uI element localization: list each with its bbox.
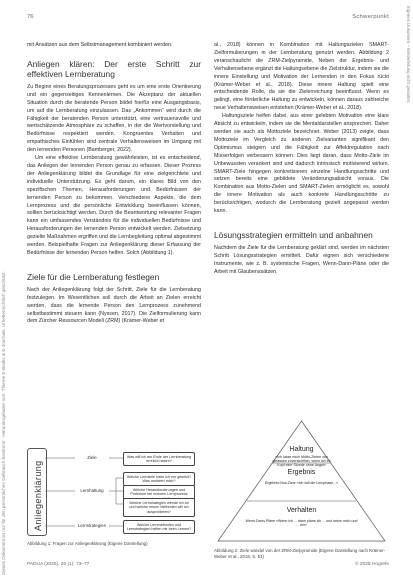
- question-box: Welche Lernmethoden und Lernstrategien helfen mir beim Lernen?: [123, 520, 195, 534]
- figure-caption: Abbildung 1: Fragen zur Anliegenklärung (Eigene Darstellung): [27, 541, 148, 546]
- figure-anliegenklaerung: [27, 448, 201, 546]
- section-heading: Lösungsstrategien ermitteln und anbahnen: [214, 229, 373, 240]
- question-box: Welche Lernstrategien wende ich an und welche neuen Methoden will ich ausprobieren?: [123, 498, 195, 517]
- section-heading: Anliegen klären: Der erste Schritt zur effektiven Lernberatung: [27, 58, 201, 79]
- question-box: Welche Lernziele habe ich mir gesetzt? Was motiviert mich?: [123, 472, 195, 486]
- category-ziele: Ziele: [87, 455, 97, 460]
- margin-text: Dieses Dokument ist nur für den persönlichen Gebrauch bestimmt · Heruntergeladen von: Thieme E-Books & E-Journals. Urheberrechtlich geschützt.: [1, 271, 6, 575]
- left-column: [27, 42, 201, 326]
- paragraph: Zu Beginn eines Beratungsprozesses geht es um eine erste Orientierung und ein gegenseitiges Kennenlernen. Die Akzeptanz der aktuellen Situation durch die beratende Person bildet hierfür eine Ausgangsbasis, um auf die Lernberatung einzulassen. Das „Ankommen“ wird durch die Fähigkeit der beratenden Person unterstützt, eine vertrauensvolle und wertschätzende Atmosphäre zu schaffen, in der die Wertvorstellung und Bedürfnisse respektiert werden. Kongruentes Verhalten und empathisches Einfühlen sind zentrale Verhaltensweisen im Umgang mit den lernenden Personen (Bamberger, 2022).: [27, 83, 201, 154]
- level-text: »Ich lasse mich Motto-Zielen von gelassen zuversichtlich, wenn ich im Kopf eine Stunde ohne Angst«: [272, 455, 331, 467]
- figure-caption: Abbildung 2: Ziele wandel von der ZRM-Zielpyramide (Eigene Darstellung nach Krämer-Weber et al., 2018, S. 53): [214, 548, 386, 559]
- paragraph: al., 2018) können in Kombination mit Haltungszielen SMART-Zielformulierungen in der Lernberatung genutzt werden. Abbildung 2 veranschaulicht die ZRM-Zielpyramide, Neben der Ergebnis- und Verhaltensebene ergänzt die Haltungsebene die Zielstruktur, indem sie die innere Einstellung und Motivation der Lernenden in den Fokus rückt (Krämer-Weber et al., 2018). Diese innere Haltung spielt eine entscheidende Rolle, da sie die Zielerreichung beeinflusst. Wenn es gelingt, eine förderliche Haltung zu entwickeln, können daraus zahlreiche neue Verhaltensweisen entstehen (Krämer-Weber et al., 2018).: [214, 42, 389, 112]
- copyright: © 2025 Hogrefe: [355, 562, 389, 567]
- right-margin-watermark: [403, 0, 413, 585]
- figure-zrm-pyramid: [214, 417, 389, 559]
- question-box: Welche Herausforderungen und Probleme bei meinem Lernprozess: [123, 485, 195, 504]
- paragraph: Nach der Anliegenklärung folgt der Schritt, Ziele für die Lernberatung festzulegen. Im Wesentlichen soll durch die Arbeit an Zielen erreicht werden, dass die lernende Person den Lernprozess zunehmend selbstbestimmt steuern kann (Nyssen, 2017). Die Zielformulierung kann dem Zürcher Ressourcen Modell (ZRM) (Krämer-Weber et: [27, 286, 201, 325]
- paragraph: Nachdem die Ziele für die Lernberatung geklärt sind, werden im nächsten Schritt Lösungsstrategien ermittelt. Dafür eignen sich verschiedene Instrumente, wie z. B. systemische Fragen, Wenn-Dann-Pläne oder die Arbeit mit Glaubenssätzen.: [214, 244, 389, 275]
- page-number: 76: [27, 14, 34, 20]
- paragraph: mit Ansätzen aus dem Selbstmanagement kombiniert werden.: [27, 42, 173, 48]
- page-header: [27, 14, 389, 24]
- paragraph: Um eine effektive Lernberatung gewährleisten, ist es entscheidend, das Anliegen der lernenden Person genau zu erfassen. Dieser Prozess der Anliegenklärung bildet die Grundlage für eine zielgerichtete und individuelle Unterstützung. Es geht darum, ein klares Bild von den spezifischen Themen, Herausforderungen und Bedürfnissen der lernenden Person zu bekommen. Verschiedene Aspekte, die dem Lernprozess und die persönliche Entwicklung beeinflussen können, sollten berücksichtigt werden. Durch die Beantwortung relevanter Fragen kann ein umfassendes Verständnis für die individuellen Bedürfnisse und Herausforderungen der lernenden Person entwickelt werden. Zielsetzung gezielte Maßnahmen ergriffen und die Lernbegleitung optimal abgestimmt werden. Beispielhafte Fragen zur Anliegenklärung dieser Erfassung der Bedürfnisse der lernenden Person helfen. Solch (Abbildung 1).: [27, 155, 201, 256]
- level-text: Wenn-Dann-Pläne »Wenn ich ... dann plane ich ... und setze mich und ... ein«: [245, 519, 358, 527]
- paragraph: Haltungsziele helfen dabei, aus einer gelebten Motivation eine klare Absicht zu entwickeln, indem sie die Mentaldarstellen ansprechen. Daher werden sie auch als Mottoziele bezeichnet. Weber (2013) zeigte, dass Mottoziele im Vergleich zu anderen Zielvarianten signifikant den Optimismus steigern und die Fähigkeit zur Affektregulation nach Misserfolgen verbessern können. Dies liegt daran, dass Motto-Ziele im Unbewussten verankert sind und dadurch intrinsisch motivierend wirken. SMART-Ziele hingegen konkretisieren einzelne Handlungsschritte und setzen bereits eine gebildete Veränderungsabsicht voraus. Die Kombination aus Motto-Zielen und SMART-Zielen ermöglicht es, sowohl die innere Motivation als auch konkrete Handlungsschritte zu berücksichtigen, wodurch die Lernberatung gezielt angepasst werden kann.: [214, 113, 389, 215]
- level-ergebnis: Ergebnis: [287, 469, 316, 476]
- category-lernhaltung: Lernhaltung: [80, 488, 104, 493]
- margin-text-right: Eigenes Dokument – Weiterleitung nicht gestattet.: [406, 6, 411, 104]
- level-haltung: Haltung: [289, 446, 314, 453]
- journal-citation: PADUA (2025), 20 (1): 73–77: [27, 562, 90, 567]
- level-text: Ergebnis-Nus-Ziele »Ich will die Lernphase...«: [264, 481, 339, 485]
- section-heading: Ziele für die Lernberatung festlegen: [27, 271, 160, 282]
- left-margin-watermark: [0, 0, 10, 585]
- anliegen-label: Anliegenklärung: [33, 460, 43, 531]
- category-lernstrategien: Lernstrategien: [77, 523, 107, 528]
- level-verhalten: Verhalten: [286, 507, 317, 514]
- right-column: [214, 42, 389, 277]
- question-box: Was will ich am Ende der Lernberatung erreicht haben?: [123, 452, 195, 466]
- section-rubric: Schwerpunkt: [352, 14, 389, 20]
